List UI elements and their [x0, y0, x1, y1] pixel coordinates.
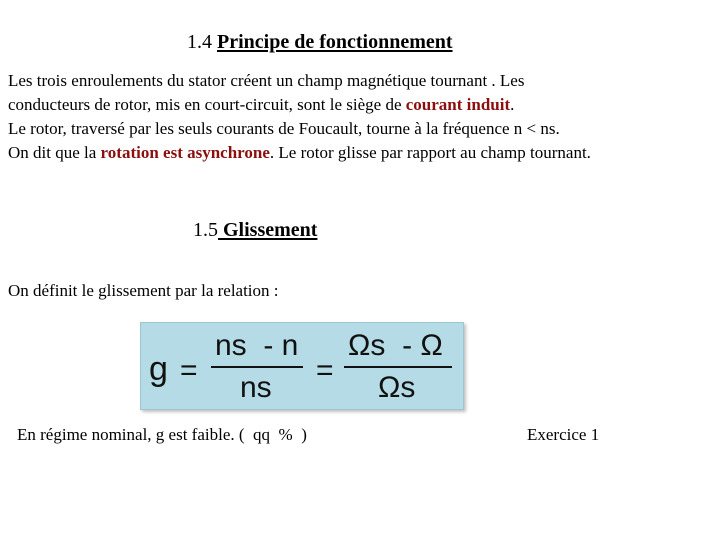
section-1-5-heading [193, 219, 317, 242]
formula-denominator-2: Ωs [378, 371, 416, 404]
section-1-5-number: 1.5 [193, 219, 218, 241]
section-1-4-paragraph [8, 69, 591, 165]
intro-text: On définit le glissement par la relation : [8, 281, 279, 300]
nominal-regime-note: En régime nominal, g est faible. ( qq % ) [17, 425, 307, 444]
formula-numerator-2: Ωs - Ω [348, 329, 443, 362]
exercise-link[interactable]: Exercice 1 [527, 425, 600, 444]
section-1-5-title: Glissement [218, 219, 318, 241]
paragraph-line-2 [8, 93, 591, 117]
rotation-asynchrone-highlight: rotation est asynchrone [100, 143, 270, 162]
line-4-end: . Le rotor glisse par rapport au champ tournant. [269, 143, 591, 162]
paragraph-line-1: Les trois enroulements du stator créent un champ magnétique tournant . Les [8, 71, 525, 90]
formula-equals-2: = [316, 354, 334, 387]
section-1-4-title: Principe de fonctionnement [217, 31, 453, 53]
formula-equals-1: = [180, 354, 198, 387]
formula-g: g [149, 350, 168, 388]
paragraph-line-4 [8, 141, 591, 165]
paragraph-line-3: Le rotor, traversé par les seuls courants de Foucault, tourne à la fréquence n < ns. [8, 119, 560, 138]
formula-numerator-1: ns - n [215, 329, 299, 362]
section-1-4-heading [187, 31, 453, 54]
slip-formula-box [140, 322, 464, 410]
section-1-4-number: 1.4 [187, 31, 212, 53]
line-2-text: conducteurs de rotor, mis en court-circuit, sont le siège de [8, 95, 406, 114]
fraction-bar-2 [344, 366, 452, 368]
courant-induit-highlight: courant induit [405, 95, 511, 114]
formula-denominator-1: ns [240, 371, 272, 404]
line-4-text: On dit que la [8, 143, 101, 162]
fraction-bar-1 [211, 366, 303, 368]
line-2-end: . [510, 95, 515, 114]
